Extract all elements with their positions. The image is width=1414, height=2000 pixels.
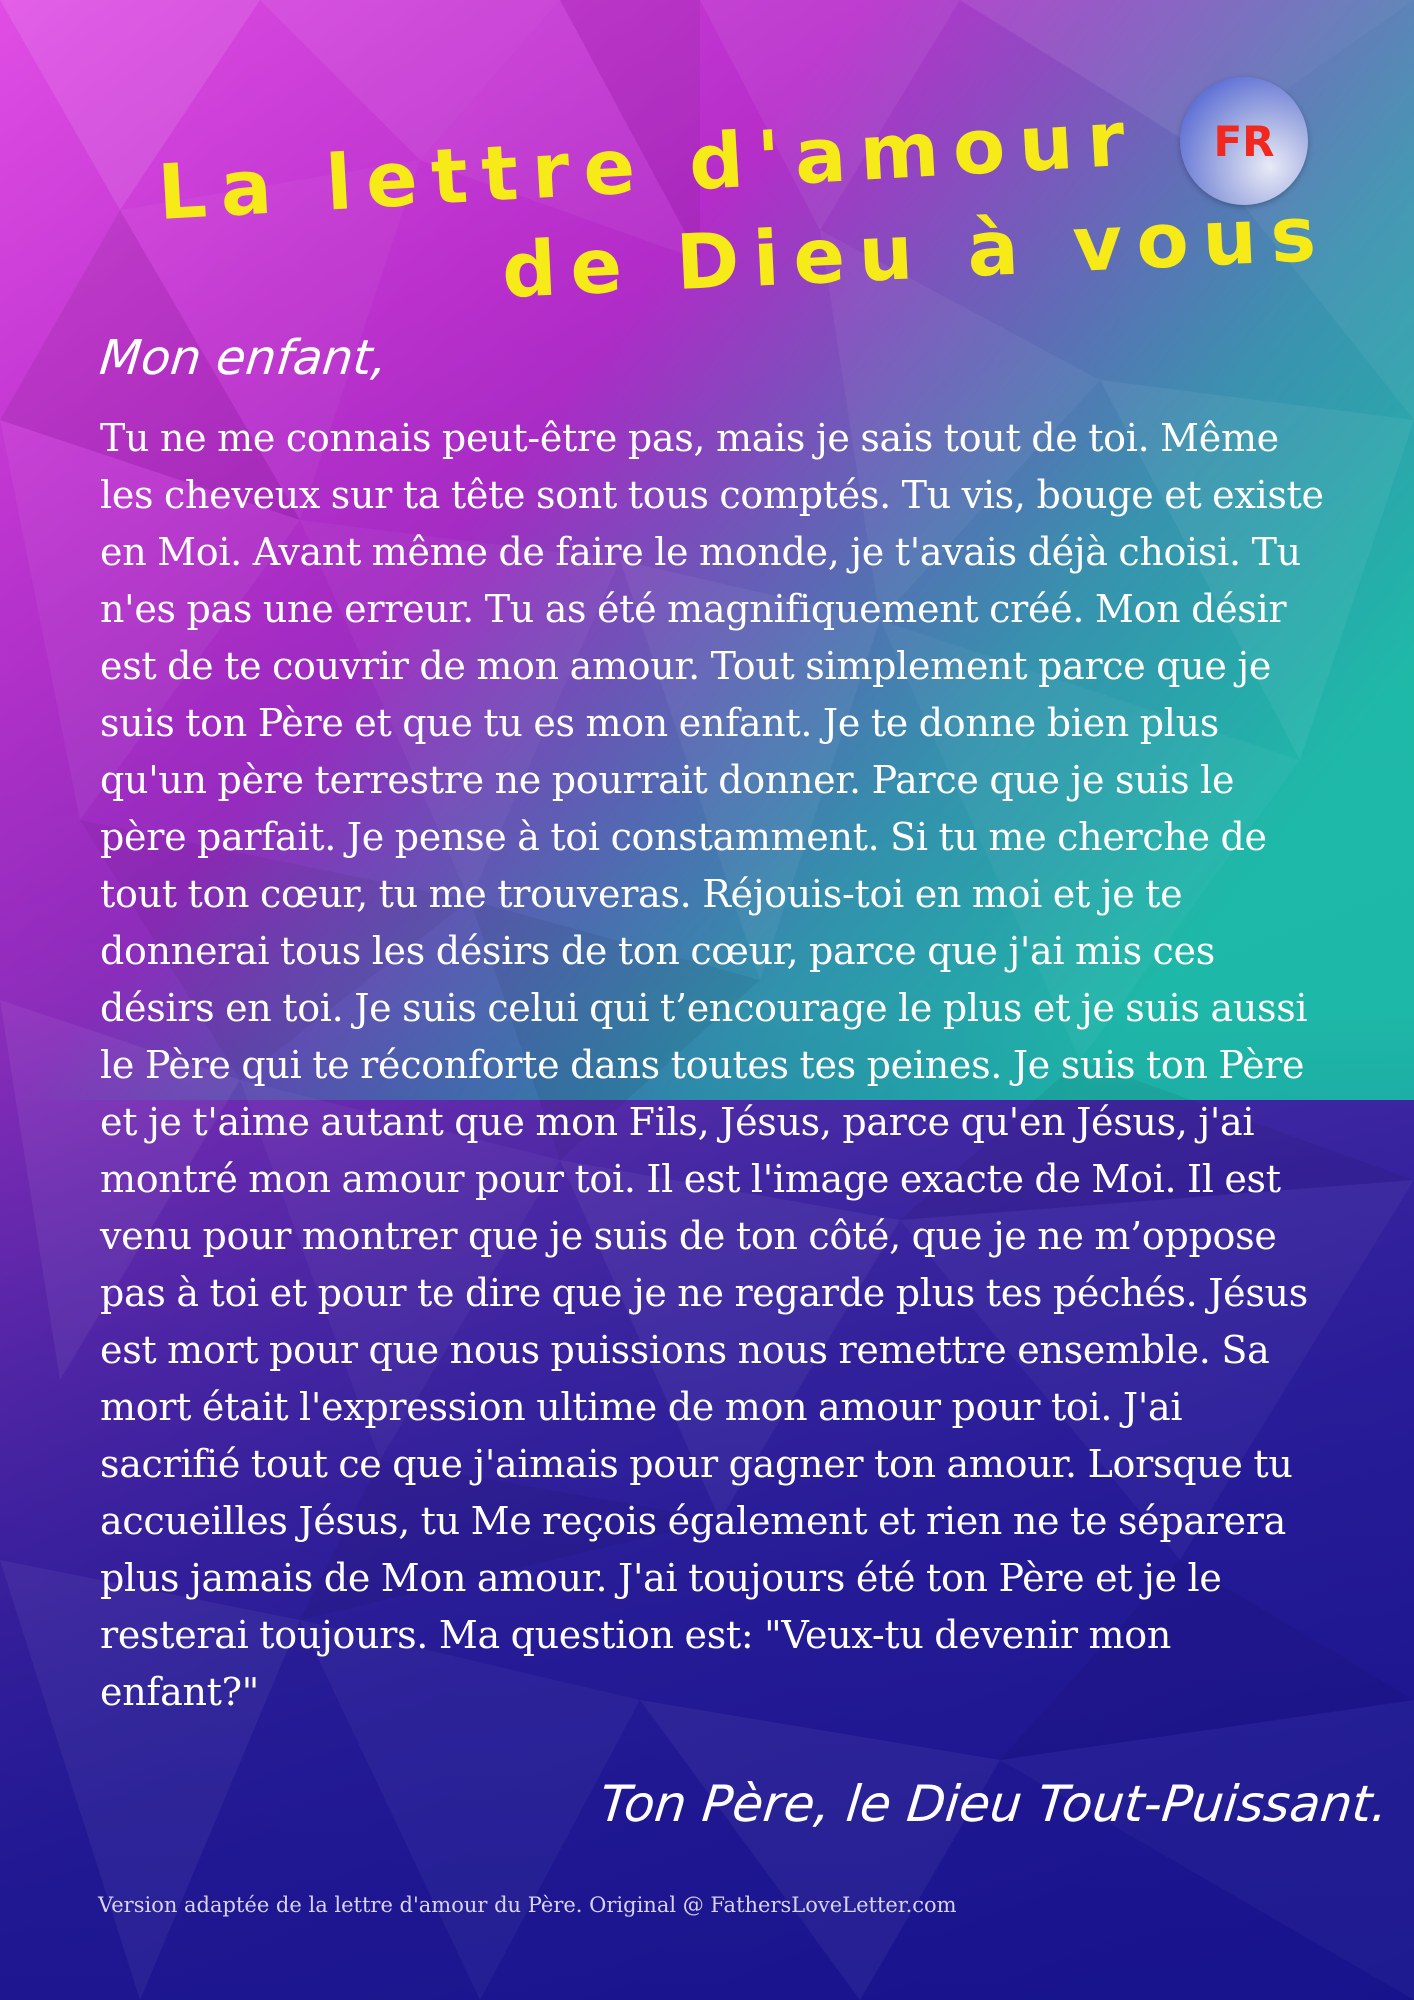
title-line-2: de Dieu à vous	[499, 188, 1332, 315]
salutation: Mon enfant,	[97, 330, 391, 386]
letter-body-text: Tu ne me connais peut-être pas, mais je sais tout de toi. Même les cheveux sur ta tête sont tous comptés. Tu vis, bouge et existe en Moi. Avant même de faire le monde, je t'avais déjà choisi. Tu n'es pas une erreur. Tu as été magnifiquement créé. Mon désir est de te couvrir de mon amour. Tout simplement parce que je suis ton Père et que tu es mon enfant. Je te donne bien plus qu'un père terrestre ne pourrait donner. Parce que je suis le père parfait. Je pense à toi constamment. Si tu me cherche de tout ton cœur, tu me trouveras. Réjouis-toi en moi et je te donnerai tous les désirs de ton cœur, parce que j'ai mis ces désirs en toi. Je suis celui qui t’encourage le plus et je suis aussi le Père qui te réconforte dans toutes tes peines. Je suis ton Père et je t'aime autant que mon Fils, Jésus, parce qu'en Jésus, j'ai montré mon amour pour toi. Il est l'image exacte de Moi. Il est venu pour montrer que je suis de ton côté, que je ne m’oppose pas à toi et pour te dire que je ne regarde plus tes péchés. Jésus est mort pour que nous puissions nous remettre ensemble. Sa mort était l'expression ultime de mon amour pour toi. J'ai sacrifié tout ce que j'aimais pour gagner ton amour. Lorsque tu accueilles Jésus, tu Me reçois également et rien ne te séparera plus jamais de Mon amour. J'ai toujours été ton Père et je le resterai toujours. Ma question est: "Veux-tu devenir mon enfant?"	[100, 416, 1324, 1714]
signature: Ton Père, le Dieu Tout-Puissant.	[596, 1775, 1391, 1833]
language-badge: FR	[1180, 77, 1308, 205]
title-line-1: La lettre d'amour	[155, 93, 1141, 237]
footer-note: Version adaptée de la lettre d'amour du Père. Original @ FathersLoveLetter.com	[98, 1893, 957, 1917]
